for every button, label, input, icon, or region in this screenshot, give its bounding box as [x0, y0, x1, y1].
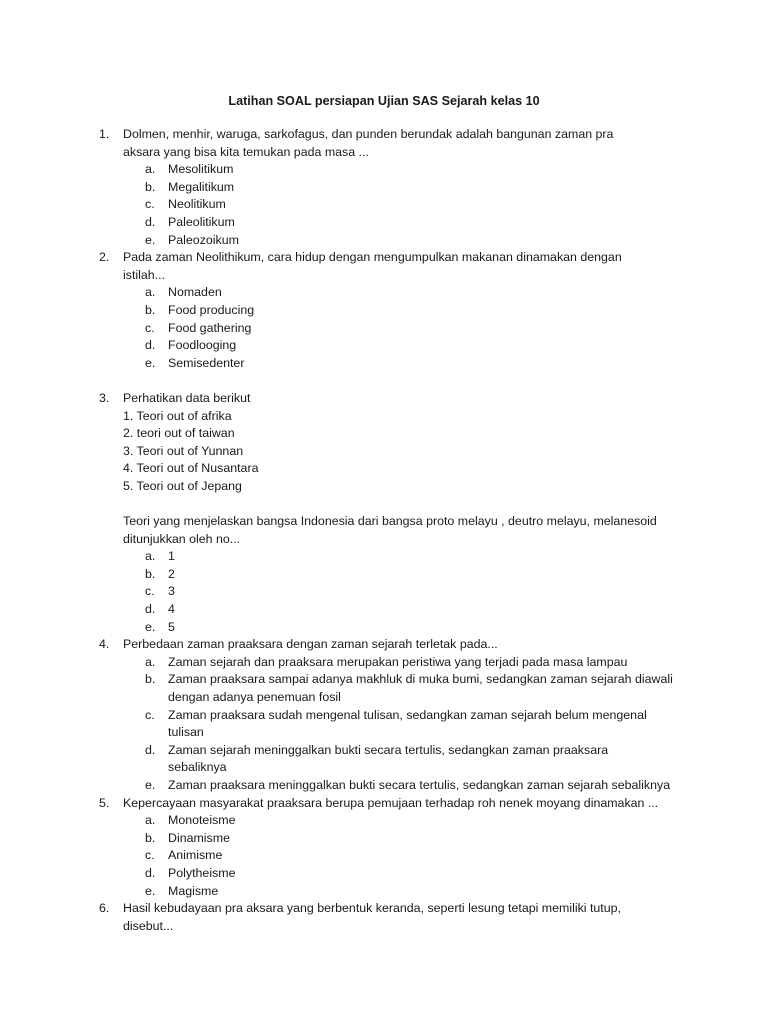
question-2	[0, 249, 768, 267]
option-a: a. Nomaden	[145, 285, 222, 300]
question-5	[0, 795, 768, 813]
question-text: Kepercayaan masyarakat praaksara berupa pemujaan terhadap roh nenek moyang dinamakan ...	[123, 795, 659, 810]
option-c: c. Animisme	[145, 848, 223, 863]
option-e: e. 5	[145, 619, 175, 634]
question-text: Dolmen, menhir, waruga, sarkofagus, dan punden berundak adalah bangunan zaman pra	[123, 127, 614, 141]
question-number: 2.	[99, 250, 110, 265]
option-c: c. Food gathering	[145, 320, 252, 335]
data-item: 3. Teori out of Yunnan	[123, 443, 244, 458]
option-d: d. 4	[145, 602, 175, 617]
question-text: Pada zaman Neolithikum, cara hidup dengan mengumpulkan makanan dinamakan dengan	[123, 250, 622, 265]
question-number: 3.	[99, 390, 110, 405]
question-4	[0, 636, 768, 654]
question-text: Hasil kebudayaan pra aksara yang berbentuk keranda, seperti lesung tetapi memiliki tutup,	[123, 901, 621, 916]
question-1: 1. Dolmen, menhir, waruga, sarkofagus, dan punden berundak adalah bangunan zaman pra aksara yang bisa kita temukan pada masa ... a. Mesolitikum b. Megalitikum c. Neolitikum d. Paleolitikum e. Paleozoikum 2. Pada zaman Neolithikum, cara hidup dengan mengumpulkan makanan dinamakan dengan istilah... a. Nomaden b. Food producing c. Food gathering d. Foodlooging e. Semisedenter 3. Perhatikan data berikut 1. Teori out of afrika 2. teori out of taiwan 3. Teori out of Yunnan 4. Teori out of Nusantara 5. Teori out of Jepang Teori yang menjelaskan bangsa Indonesia dari bangsa proto melayu , deutro melayu, melanesoid ditunjukkan oleh no... a. 1 b. 2 c. 3 d. 4 e. 5 4. Perbedaan zaman praaksara dengan zaman sejarah terletak pada... a. Zaman sejarah dan praaksara merupakan peristiwa yang terjadi pada masa lampau b. Zaman praaksara sampai adanya makhluk di muka bumi, sedangkan zaman sejarah diawali dengan adanya penemuan fosil c. Zaman praaksara sudah mengenal tulisan, sedangkan zaman sejarah belum mengenal tulisan d. Zaman sejarah meninggalkan bukti secara tertulis, sedangkan zaman praaksara sebaliknya e. Zaman praaksara meninggalkan bukti secara tertulis, sedangkan zaman sejarah sebaliknya 5. Kepercayaan masyarakat praaksara berupa pemujaan terhadap roh nenek moyang dinamakan ... a. Monoteisme b. Dinamisme c. Animisme d. Polytheisme e. Magisme 6. Hasil kebudayaan pra aksara yang berbentuk keranda, seperti lesung tetapi memiliki tutup, disebut...	[0, 126, 768, 935]
question-text: ditunjukkan oleh no...	[123, 531, 241, 546]
data-item: 2. teori out of taiwan	[123, 426, 235, 441]
option-a: a. Mesolitikum	[145, 162, 234, 177]
option-a: a. Zaman sejarah dan praaksara merupakan peristiwa yang terjadi pada masa lampau	[145, 654, 628, 669]
option-d: d. Foodlooging	[145, 338, 237, 353]
option-a: a. 1	[145, 549, 175, 564]
option-d: d. Zaman sejarah meninggalkan bukti secara tertulis, sedangkan zaman praaksara	[145, 742, 609, 757]
option-e: e. Magisme	[145, 883, 219, 898]
question-text: disebut...	[123, 918, 174, 933]
option-d: d. Paleolitikum	[145, 214, 235, 229]
question-number: 5.	[99, 795, 110, 810]
data-item: 5. Teori out of Jepang	[123, 478, 242, 493]
option-b: b. Dinamisme	[145, 830, 230, 845]
question-text: aksara yang bisa kita temukan pada masa ...	[123, 144, 369, 159]
option-b: b. Megalitikum	[145, 179, 235, 194]
question-6	[0, 900, 768, 918]
option-d: d. Polytheisme	[145, 865, 236, 880]
question-number: 1.	[99, 127, 110, 141]
option-b: b. Food producing	[145, 302, 255, 317]
option-a: a. Monoteisme	[145, 813, 236, 828]
question-text: Perbedaan zaman praaksara dengan zaman sejarah terletak pada...	[123, 637, 498, 652]
option-c: c. Neolitikum	[145, 197, 226, 212]
option-b: b. Zaman praaksara sampai adanya makhluk di muka bumi, sedangkan zaman sejarah diawali	[145, 672, 673, 687]
data-item: 1. Teori out of afrika	[123, 408, 232, 423]
option-c: c. Zaman praaksara sudah mengenal tulisan, sedangkan zaman sejarah belum mengenal	[145, 707, 647, 722]
option-e: e. Paleozoikum	[145, 232, 239, 247]
question-text: Teori yang menjelaskan bangsa Indonesia dari bangsa proto melayu , deutro melayu, melanesoid	[123, 514, 657, 529]
question-text: Perhatikan data berikut	[123, 390, 251, 405]
document-title: Latihan SOAL persiapan Ujian SAS Sejarah kelas 10	[228, 94, 540, 108]
option-e: e. Semisedenter	[145, 355, 245, 370]
question-3	[0, 390, 768, 408]
option-c: c. 3	[145, 584, 175, 599]
data-item: 4. Teori out of Nusantara	[123, 461, 259, 476]
option-e: e. Zaman praaksara meninggalkan bukti secara tertulis, sedangkan zaman sejarah sebaliknya	[145, 777, 671, 792]
question-number: 4.	[99, 637, 110, 652]
question-text: istilah...	[123, 267, 166, 282]
option-b: b. 2	[145, 566, 175, 581]
question-number: 6.	[99, 901, 110, 916]
